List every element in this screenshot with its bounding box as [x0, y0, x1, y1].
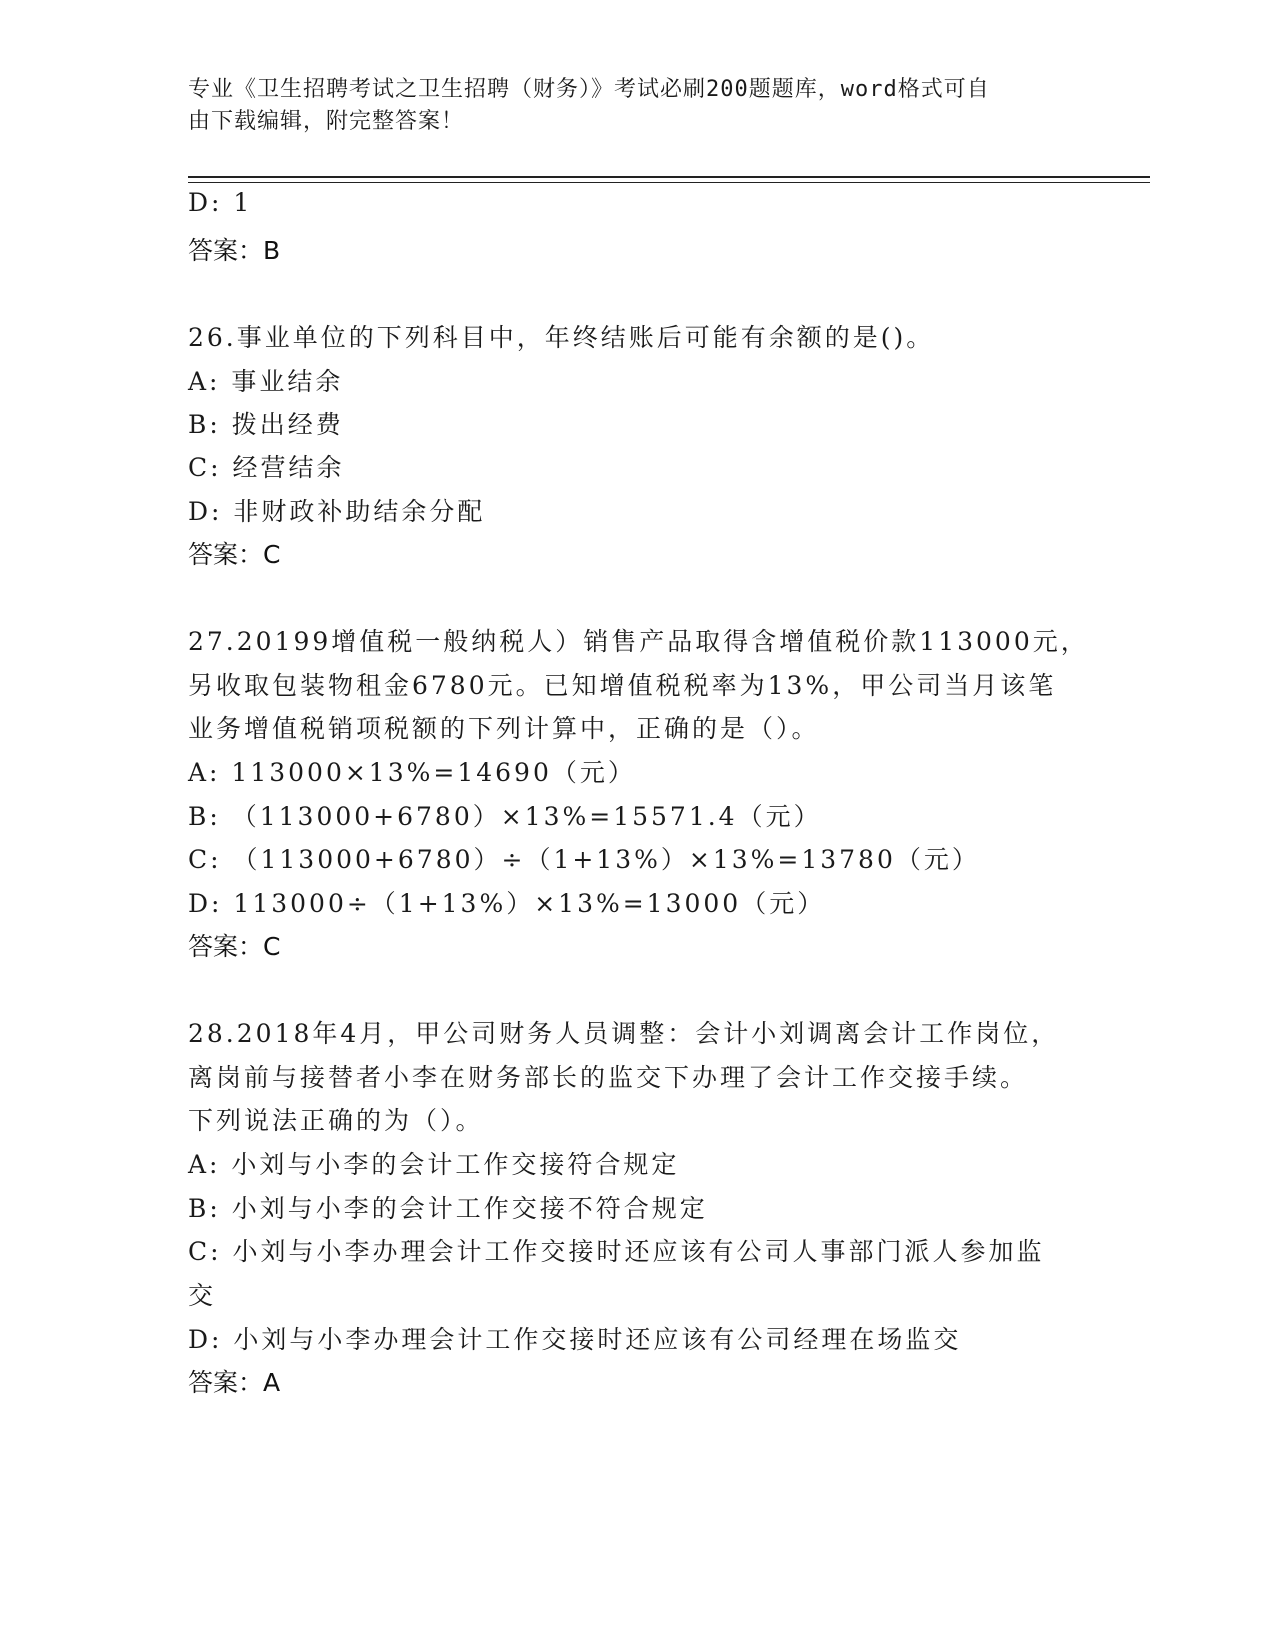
question-26-option-a: A: 事业结余: [188, 367, 344, 396]
prev-answer: 答案：B: [188, 236, 281, 265]
question-27-stem-line-2: 另收取包装物租金6780元。已知增值税税率为13%，甲公司当月该笔: [188, 671, 1057, 700]
question-26-answer: 答案：C: [188, 540, 281, 569]
question-26-option-d: D: 非财政补助结余分配: [188, 497, 486, 526]
header-divider-thin: [188, 182, 1150, 183]
question-27-option-a: A: 113000×13%=14690（元）: [188, 758, 636, 787]
question-28-option-c-line-1: C: 小刘与小李办理会计工作交接时还应该有公司人事部门派人参加监: [188, 1237, 1045, 1266]
question-27-option-d: D: 113000÷（1+13%）×13%=13000（元）: [188, 889, 826, 918]
question-28-option-c-line-2: 交: [188, 1281, 217, 1310]
question-28-stem-line-1: 28.2018年4月，甲公司财务人员调整：会计小刘调离会计工作岗位，: [188, 1019, 1060, 1048]
question-26-option-b: B: 拨出经费: [188, 410, 344, 439]
question-27-option-c: C: （113000+6780）÷（1+13%）×13%=13780（元）: [188, 845, 980, 874]
header-line-2: 由下载编辑，附完整答案！: [188, 109, 465, 134]
question-27-stem-line-3: 业务增值税销项税额的下列计算中，正确的是（）。: [188, 714, 820, 743]
header-line-1: 专业《卫生招聘考试之卫生招聘（财务）》考试必刷200题题库，word格式可自: [188, 77, 990, 102]
question-28-option-b: B: 小刘与小李的会计工作交接不符合规定: [188, 1194, 708, 1223]
question-26-stem: 26.事业单位的下列科目中，年终结账后可能有余额的是()。: [188, 323, 935, 352]
header-divider-thick: [188, 176, 1150, 178]
question-26-option-c: C: 经营结余: [188, 453, 345, 482]
question-27-stem-line-1: 27.20199增值税一般纳税人）销售产品取得含增值税价款113000元，: [188, 627, 1089, 656]
prev-option-d: D: 1: [188, 188, 253, 217]
question-28-option-d: D: 小刘与小李办理会计工作交接时还应该有公司经理在场监交: [188, 1325, 962, 1354]
question-27-option-b: B: （113000+6780）×13%=15571.4（元）: [188, 802, 822, 831]
question-28-stem-line-3: 下列说法正确的为（）。: [188, 1106, 484, 1135]
document-header: [188, 74, 1068, 138]
question-28-answer: 答案：A: [188, 1368, 281, 1397]
question-28-option-a: A: 小刘与小李的会计工作交接符合规定: [188, 1150, 680, 1179]
question-28-stem-line-2: 离岗前与接替者小李在财务部长的监交下办理了会计工作交接手续。: [188, 1063, 1029, 1092]
question-27-answer: 答案：C: [188, 932, 281, 961]
